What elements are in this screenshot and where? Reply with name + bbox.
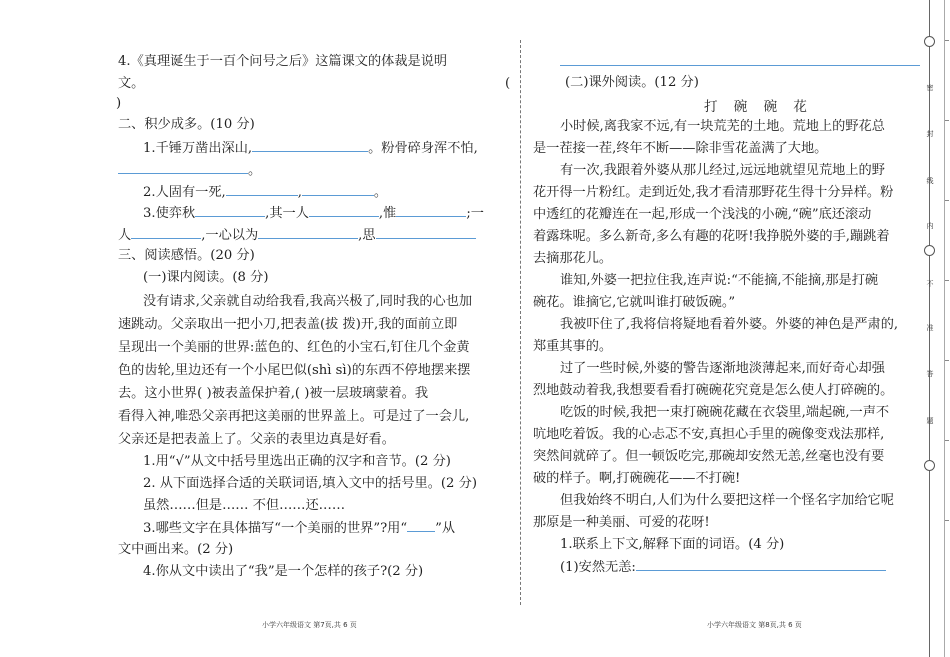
story-line: 谁知,外婆一把拉住我,连声说:“不能摘,不能摘,那是打碗 [560,273,879,288]
fill-blank[interactable] [131,225,201,239]
reading-q4: 4.你从文中读出了“我”是一个怎样的孩子?(2 分) [143,564,424,579]
answer-paren-open: ( [505,76,511,91]
header-rule [560,65,920,66]
section-2-q3-cont: 人 ,一心以为 ,思 [118,225,476,245]
story-line: 郑重其事的。 [533,339,613,354]
story-line: 去摘那花儿。 [533,251,613,266]
binding-label: 答 [926,370,934,378]
fill-blank[interactable] [396,203,466,217]
passage-line: 去。这小世界( )被表盖保护着,( )被一层玻璃蒙着。我 [118,386,429,401]
column-divider [520,40,521,605]
section-2-q1: 1.千锤万凿出深山, 。粉骨碎身浑不怕, [143,138,478,158]
binding-tick [945,200,949,201]
binding-label: 不 [926,280,934,288]
binding-edge [944,0,945,657]
story-line: 花开得一片粉红。走到近处,我才看清那野花生得十分异样。粉 [533,185,894,200]
binding-label: 题 [926,417,934,425]
story-line: 我被吓住了,我将信将疑地看着外婆。外婆的神色是严肃的, [560,317,899,332]
section-2-q2: 2.人固有一死, , 。 [143,182,387,202]
story-line: 但我始终不明白,人们为什么要把这样一个怪名字加给它呢 [560,493,894,508]
underline-sample [407,518,435,532]
reading-q3: 3.哪些文字在具体描写“一个美丽的世界”?用“ ”从 [143,518,455,538]
outside-q1: 1.联系上下文,解释下面的词语。(4 分) [560,537,785,552]
reading-q3-cont: 文中画出来。(2 分) [118,542,234,557]
story-line: 过了一些时候,外婆的警告逐渐地淡薄起来,而好奇心却强 [560,361,885,376]
binding-tick [945,120,949,121]
fill-blank[interactable] [195,203,265,217]
question-4-cont: 文。 [118,76,145,91]
story-line: 碗花。谁摘它,它就叫谁打破饭碗。” [533,295,736,310]
subsection-1-heading: (一)课内阅读。(8 分) [143,270,269,285]
passage-line: 父亲还是把表盖上了。父亲的表里边真是好看。 [118,432,395,447]
subsection-2-heading: (二)课外阅读。(12 分) [565,75,699,90]
fill-blank[interactable] [258,225,358,239]
story-line: 有一次,我跟着外婆从那儿经过,远远地就望见荒地上的野 [560,163,885,178]
binding-tick [945,440,949,441]
reading-q2-options: 虽然……但是…… 不但……还…… [143,498,346,513]
binding-label: 准 [926,324,934,332]
story-title: 打 碗 碗 花 [704,99,813,115]
answer-paren-close: ) [116,96,122,111]
footer-right: 小学六年级语文 第8页,共 6 页 [707,621,802,629]
passage-line: 没有请求,父亲就自动给我看,我高兴极了,同时我的心也加 [143,294,473,309]
story-line: 着露珠呢。多么新奇,多么有趣的花呀!我挣脱外婆的手,蹦跳着 [533,229,890,244]
binding-hole-icon [924,245,935,256]
reading-q2: 2. 从下面选择合适的关联词语,填入文中的括号里。(2 分) [143,476,477,491]
section-3-heading: 三、阅读感悟。(20 分) [118,248,255,263]
binding-tick [945,40,949,41]
story-line: 中透红的花瓣连在一起,形成一个浅浅的小碗,“碗”底还滚动 [533,207,872,222]
passage-line: 呈现出一个美丽的世界:蓝色的、红色的小宝石,钉住几个金黄 [118,340,470,355]
binding-label: 封 [926,130,934,138]
outside-q1-1: (1)安然无恙: [560,557,886,577]
footer-left: 小学六年级语文 第7页,共 6 页 [262,621,357,629]
fill-blank[interactable] [636,557,886,571]
fill-blank[interactable] [309,203,379,217]
binding-tick [945,280,949,281]
binding-strip [920,0,950,657]
story-line: 吭地吃着饭。我的心忐忑不安,真担心手里的碗像变戏法那样, [533,427,885,442]
story-line: 吃饭的时候,我把一束打碗碗花藏在衣袋里,端起碗,一声不 [560,405,890,420]
passage-line: 速跳动。父亲取出一把小刀,把表盖(拔 拨)开,我的面前立即 [118,317,458,332]
story-line: 那原是一种美丽、可爱的花呀! [533,515,710,530]
section-2-q3: 3.使弈秋 ,其一人 ,惟 ;一 [143,203,484,223]
story-line: 烈地鼓动着我,我想要看看打碗碗花究竟是怎么使人打碎碗的。 [533,383,894,398]
story-line: 破的样子。啊,打碗碗花——不打碗! [533,471,741,486]
binding-hole-icon [924,36,935,47]
story-line: 是一茬接一茬,终年不断——除非雪花盖满了大地。 [533,141,828,156]
binding-label: 线 [926,177,934,185]
passage-line: 色的齿轮,里边还有一个小尾巴似(shì sì)的东西不停地摆来摆 [118,363,471,378]
fill-blank[interactable] [252,138,368,152]
fill-blank[interactable] [376,225,476,239]
binding-label: 密 [926,84,934,92]
story-line: 突然间就碎了。但一顿饭吃完,那碗却安然无恙,丝毫也没有要 [533,449,885,464]
section-2-q1-cont: 。 [118,160,261,180]
question-4: 4.《真理诞生于一百个问号之后》这篇课文的体裁是说明 [118,54,448,69]
fill-blank[interactable] [118,160,248,174]
binding-label: 内 [926,222,934,230]
fill-blank[interactable] [226,182,298,196]
binding-tick [945,360,949,361]
story-line: 小时候,离我家不远,有一块荒芜的土地。荒地上的野花总 [560,119,885,134]
fill-blank[interactable] [302,182,374,196]
binding-hole-icon [924,460,935,471]
passage-line: 看得入神,唯恐父亲再把这美丽的世界盖上。可是过了一会儿, [118,409,470,424]
reading-q1: 1.用“√”从文中括号里选出正确的汉字和音节。(2 分) [143,454,451,469]
section-2-heading: 二、积少成多。(10 分) [118,117,255,132]
binding-tick [945,520,949,521]
